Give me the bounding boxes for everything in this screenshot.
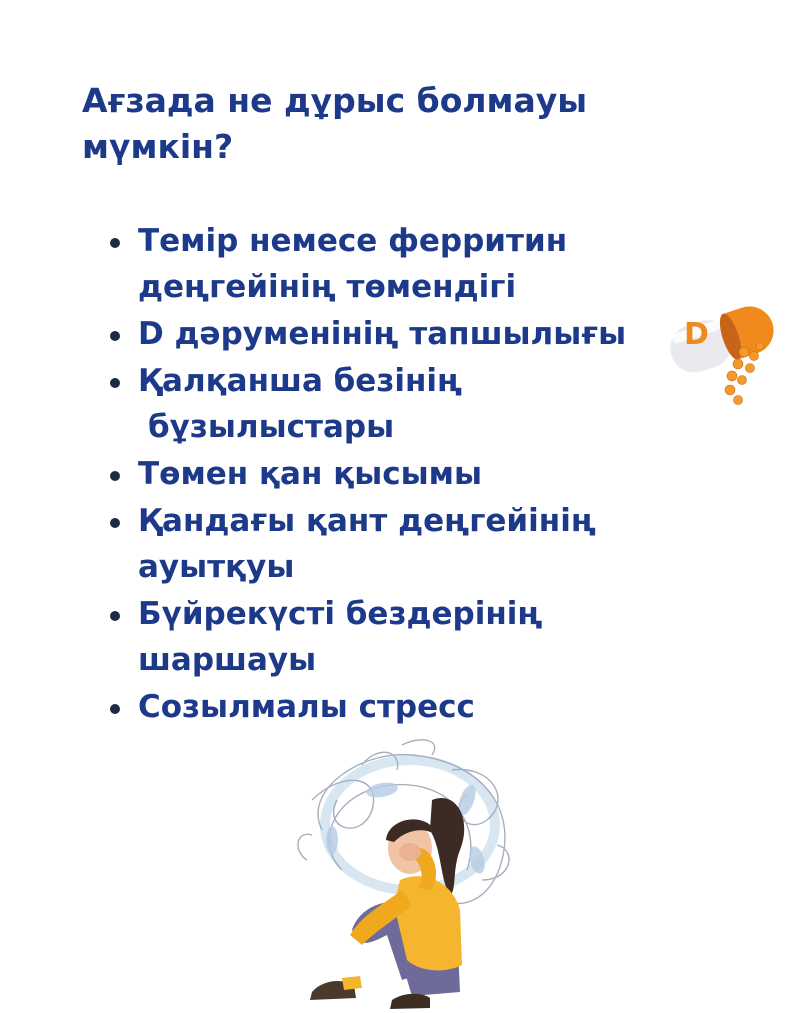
bullet-dot [110,238,120,248]
list-item [108,498,668,590]
list-item-line: деңгейінің төмендігі [138,269,517,305]
vitamin-letter: D [684,317,709,352]
list-item-line: Созылмалы стресс [138,689,475,725]
list-item-line: Төмен қан қысымы [138,456,483,492]
bullet-dot [110,331,120,341]
list-item-line: Бүйрекүсті бездерінің [138,596,543,632]
bullet-dot [110,611,120,621]
stressed-woman-illustration [282,730,532,1013]
list-item [108,358,668,450]
list-item-line: бұзылыстары [148,409,395,445]
list-item-line: Қандағы қант деңгейінің [138,503,596,539]
title-line-1: Ағзада не дұрыс болмауы [82,81,588,120]
list-item [108,684,668,730]
list-item [108,591,668,683]
list-item-line: шаршауы [138,642,317,678]
list-item [108,451,668,497]
bullet-dot [110,471,120,481]
list-item [108,218,668,310]
list-item-line: D дәруменінің тапшылығы [138,316,627,352]
symptom-list [108,218,668,731]
bullet-dot [110,378,120,388]
title-line-2: мүмкін? [82,127,234,166]
list-item-line: Қалқанша безінің [138,363,463,399]
list-item [108,311,668,357]
bullet-dot [110,704,120,714]
list-item-line: Темір немесе ферритин [138,223,568,259]
list-item-line: ауытқуы [138,549,295,585]
bullet-dot [110,518,120,528]
page-title [82,78,642,170]
vitamin-d-capsule-icon [662,292,792,412]
